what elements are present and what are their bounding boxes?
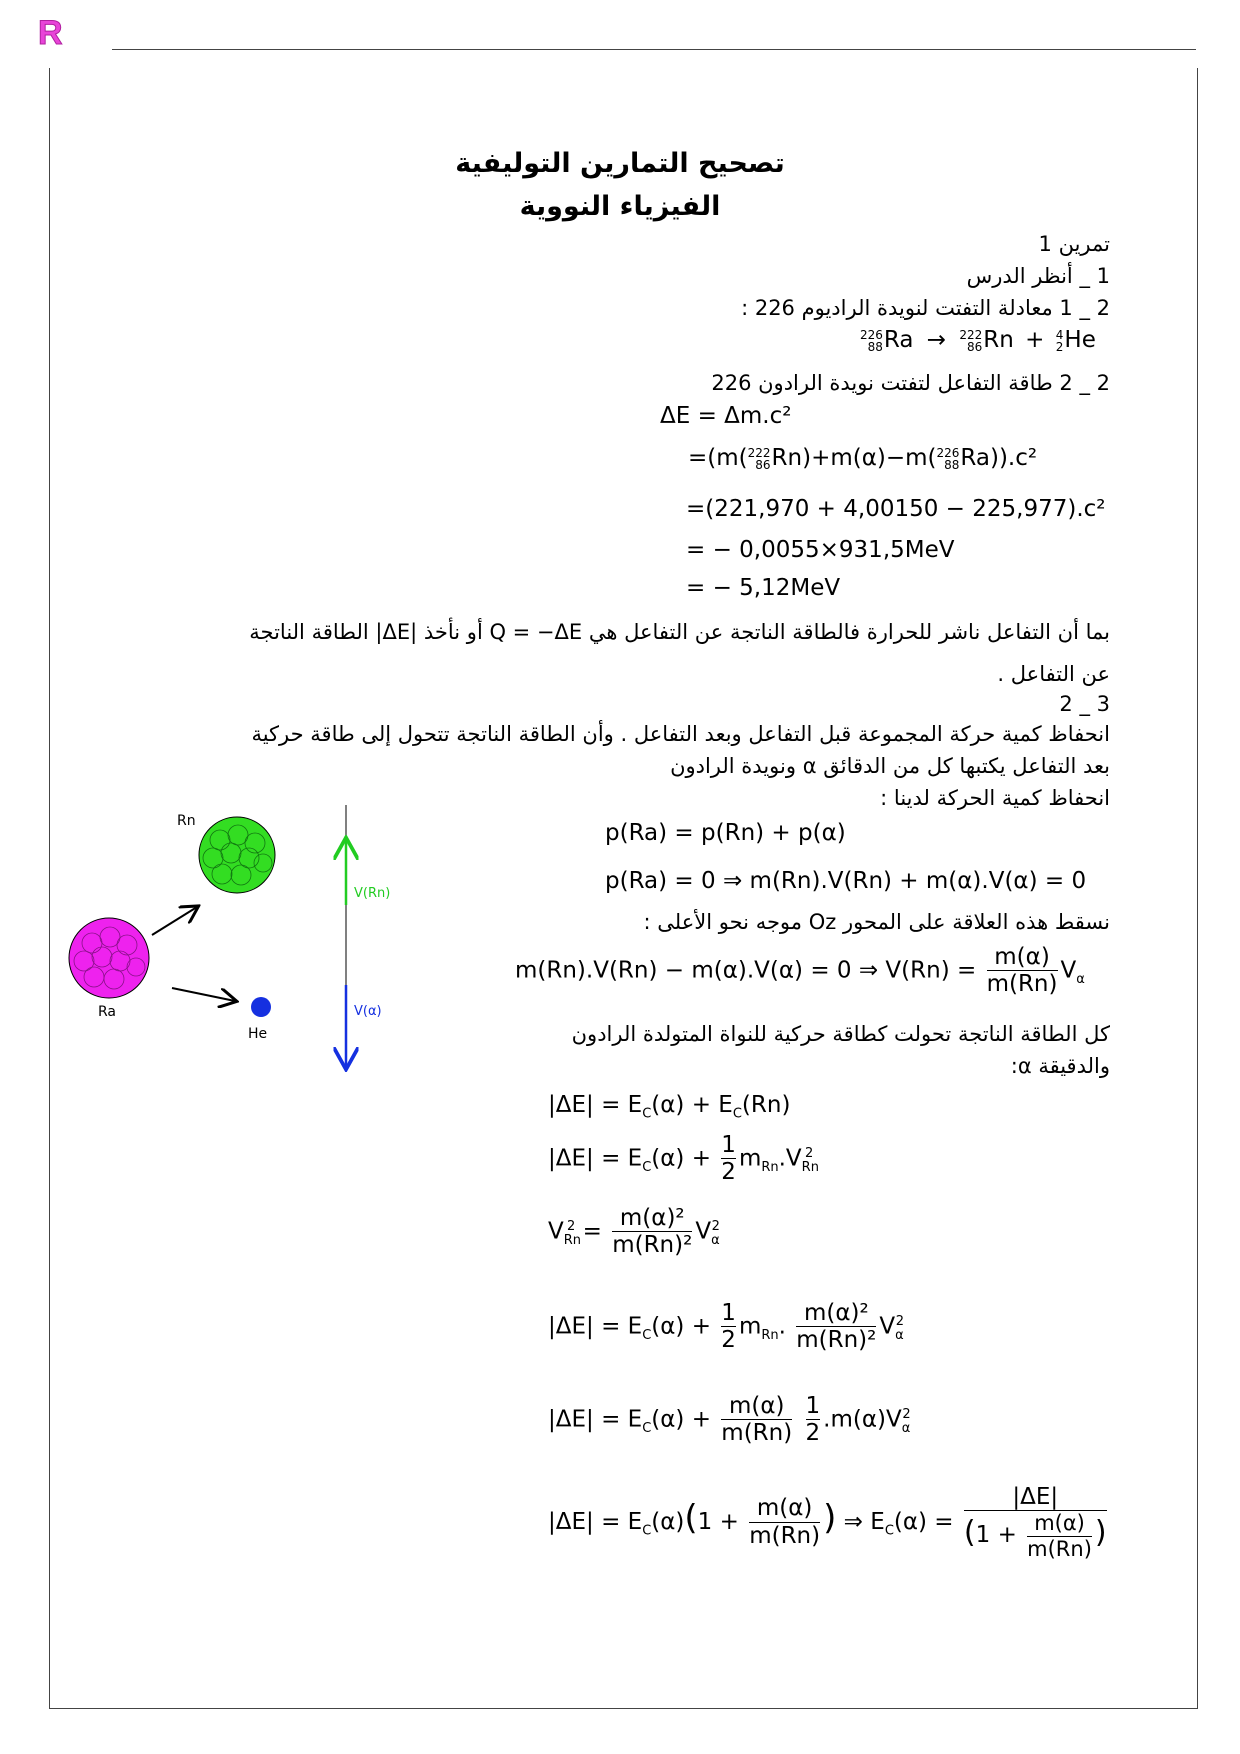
he-label: He	[248, 1026, 268, 1042]
exercise-heading: تمرين 1	[1038, 232, 1110, 256]
question-2-1: 2 _ 1 معادلة التفتت لنويدة الراديوم 226 :	[741, 296, 1110, 320]
kinetic-eq-3: $|\Delta E| = E_C(\alpha)$ + $\frac{1}{2}$ $m_{Rn}$. $\frac{\text{m(α)²}}{\text{m(Rn)²}}$ $V_\alpha^2$	[548, 1300, 904, 1354]
ra-nucleus	[69, 918, 149, 998]
paragraph-5-line-1: كل الطاقة الناتجة تحولت كطاقة حركية للنواة المتولدة الرادون	[571, 1022, 1110, 1046]
paragraph-3: انحفاظ كمية الحركة لدينا :	[880, 786, 1110, 810]
energy-eq-2: =(m( 222 86 Rn)+m(α)−m( 226 88 Ra)).c²	[688, 445, 1038, 472]
arrow-to-he	[172, 988, 235, 1001]
arrow-to-rn	[152, 907, 197, 935]
rn-nucleus	[199, 817, 275, 893]
decay-diagram	[60, 795, 420, 1085]
energy-eq-1: ΔE = Δm.c²	[660, 403, 792, 429]
paragraph-2-line-1: انحفاظ كمية حركة المجموعة قبل التفاعل وبعد التفاعل . وأن الطاقة الناتجة تتحول إلى طاقة حركية	[251, 722, 1110, 746]
top-rule	[112, 49, 1196, 50]
projection-eq: m(Rn).V(Rn) − m(α).V(α) = 0 ⇒ V(Rn) = $\frac{m(\alpha)}{m(Rn)}$ $V_\alpha$	[515, 944, 1085, 998]
velocity-square-eq: $V_{Rn}^2$ = $\frac{\text{m(α)²}}{\text{m(Rn)²}}$ $V_\alpha^2$	[548, 1205, 720, 1259]
decay-equation: 226 88 Ra → 222 86 Rn + 4 2 He	[860, 327, 1096, 354]
momentum-eq-2: p(Ra) = 0 ⇒ m(Rn).V(Rn) + m(α).V(α) = 0	[605, 868, 1087, 894]
energy-eq-5: = − 5,12MeV	[686, 575, 841, 601]
paragraph-1-line-2: عن التفاعل .	[997, 662, 1110, 686]
kinetic-eq-5: $|\Delta E| = E_C(\alpha)(1$ + $\frac{m(\alpha)}{m(Rn)}$ ) ⇒ $E_C(\alpha)$ = |ΔE| (1 + $\frac{m(\alpha)}{m(Rn)}$ )	[548, 1484, 1107, 1561]
kinetic-eq-4: $|\Delta E| = E_C(\alpha)$ + $\frac{m(\alpha)}{m(Rn)}$ $\frac{1}{2}$ $.m(\alpha)V_\alpha^2$	[548, 1393, 911, 1447]
rn-label: Rn	[177, 813, 196, 829]
kinetic-eq-1: $|\Delta E| = E_C(\alpha) + E_C(Rn)$	[548, 1092, 791, 1122]
v-rn-label: V(Rn)	[354, 886, 391, 901]
energy-eq-4: = − 0,0055×931,5MeV	[686, 537, 955, 563]
paragraph-1-line-1: بما أن التفاعل ناشر للحرارة فالطاقة الناتجة عن التفاعل هي Q = −ΔE أو نأخذ |ΔE| الطاقة الناتجة	[249, 620, 1110, 644]
logo: R	[38, 14, 63, 52]
paragraph-5-line-2: والدقيقة α:	[1010, 1054, 1110, 1078]
page-subtitle: الفيزياء النووية	[519, 191, 721, 222]
v-alpha-label: V(α)	[354, 1004, 382, 1019]
ra-label: Ra	[98, 1004, 116, 1020]
he-particle	[251, 997, 271, 1017]
paragraph-4: نسقط هذه العلاقة على المحور Oz موجه نحو الأعلى :	[643, 910, 1110, 934]
question-1: 1 _ أنظر الدرس	[966, 264, 1110, 288]
question-2-2: 2 _ 2 طاقة التفاعل لتفتت نويدة الرادون 226	[711, 371, 1110, 395]
question-2-3: 3 _ 2	[1059, 692, 1110, 716]
momentum-eq-1: p(Ra) = p(Rn) + p(α)	[605, 820, 846, 846]
page-title: تصحيح التمارين التوليفية	[455, 148, 785, 179]
paragraph-2-line-2: بعد التفاعل يكتبها كل من الدقائق α ونويدة الرادون	[670, 754, 1110, 778]
energy-eq-3: =(221,970 + 4,00150 − 225,977).c²	[686, 496, 1106, 522]
kinetic-eq-2: $|\Delta E| = E_C(\alpha)$ + $\frac{1}{2}$ $m_{Rn}.V_{Rn}^2$	[548, 1132, 819, 1186]
